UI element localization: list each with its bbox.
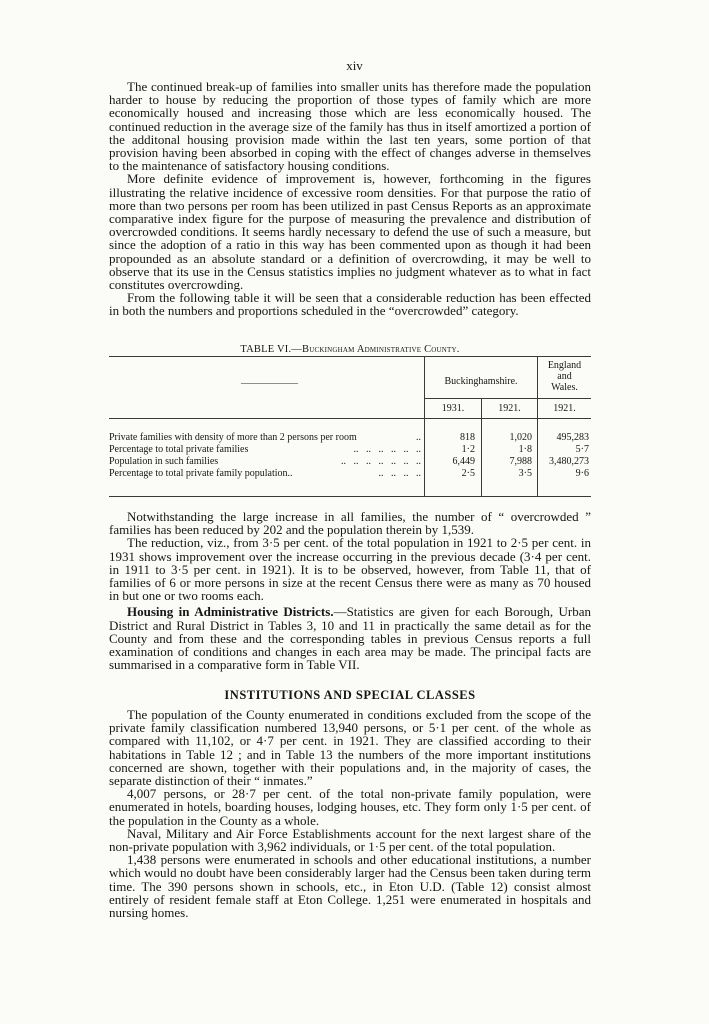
paragraph: The continued break-up of families into smaller units has therefore made the population harder to house by reducing the proportion of those types of family which are more economically housed and increasing those which are less economically housed. The continued reduction in the average size of the family has thus in itself amortized a portion of the additonal housing provision made within the last ten years, some portion of that provision having been absorbed in coping with the effect of changes adverse in themselves to the maintenance of satisfactory housing conditions.	[109, 79, 591, 174]
table-top-rule	[109, 356, 591, 357]
table-cell: 818	[460, 432, 475, 443]
table-caption	[109, 344, 591, 355]
housing-paragraph	[109, 605, 591, 671]
table-caption-title: Buckingham Administrative County.	[302, 344, 460, 355]
buckinghamshire-header: Buckinghamshire.	[444, 376, 518, 387]
header-line: England	[547, 360, 582, 371]
paragraph: More definite evidence of improvement is, however, forthcoming in the figures illustrating the relative incidence of excessive room densities. For that purpose the ratio of more than two persons per room has been utilized in past Census Reports as an approximate comparative index figure for the purpose of measuring the prevalence and distribution of overcrowded conditions. It seems hardly necessary to defend the use of such a measure, but since the adoption of a ratio in this way has been commented upon as though it had been propounded as an absolute standard or a definition of overcrowding, it may be well to observe that its use in the Census statistics implies no judgment whatever as to what in fact constitutes overcrowding.	[109, 171, 591, 293]
table-row-leader: .. .. .. .. .. .. ..	[341, 456, 421, 467]
table-row-label: Private families with density of more than 2 persons per room	[109, 432, 357, 443]
section-heading: INSTITUTIONS AND SPECIAL CLASSES	[224, 688, 476, 702]
year-header-1931: 1931.	[441, 403, 465, 414]
table-row-label: Percentage to total private families	[109, 444, 249, 455]
paragraph: Naval, Military and Air Force Establishments account for the next largest share of the non-private population with 3,962 individuals, or 1·5 per cent. of the total population.	[109, 825, 591, 855]
table-cell: 495,283	[556, 432, 589, 443]
paragraph: From the following table it will be seen that a considerable reduction has been effected in both the numbers and proportions scheduled in the “overcrowded” category.	[109, 290, 591, 319]
paragraph: Notwithstanding the large increase in all families, the number of “ overcrowded ” families has been reduced by 202 and the population therein by 1,539.	[109, 509, 591, 538]
table-row-leader: .. .. .. .. .. ..	[353, 444, 421, 455]
table-cell: 1·2	[461, 444, 475, 455]
housing-run-in-heading: Housing in Administrative Districts.	[127, 604, 334, 620]
table-blank-header: ———————	[241, 378, 297, 388]
table-cell: 6,449	[452, 456, 475, 467]
paragraph: 1,438 persons were enumerated in schools and other educational institutions, a number which would no doubt have been considerably larger had the Census been taken during term time. The 390 persons shown in schools, etc., in Eton U.D. (Table 12) consist almost entirely of resident female staff at Eton College. 1,251 were enumerated in hospitals and nursing homes.	[109, 852, 591, 921]
paragraph: 4,007 persons, or 28·7 per cent. of the total non-private family population, were enumerated in hotels, boarding houses, lodging houses, etc. They form only 1·5 per cent. of the population in the County as a whole.	[109, 786, 591, 828]
paragraph: The reduction, viz., from 3·5 per cent. of the total population in 1921 to 2·5 per cent. in 1931 shows improvement over the increase occurring in the previous decade (3·4 per cent. in 1911 to 3·5 per cent. in 1921). It is to be observed, however, from Table 11, that of families of 6 or more persons in size at the recent Census there were as many as 70 housed in but one or two rooms each.	[109, 535, 591, 604]
table-cell: 1,020	[509, 432, 532, 443]
institutions-text-block	[109, 708, 591, 919]
table-bottom-rule	[109, 496, 591, 497]
middle-text-block	[109, 510, 591, 671]
page-number: xiv	[346, 58, 363, 73]
table-head-bottom-rule	[109, 418, 591, 419]
table-cell: 3·5	[518, 468, 532, 479]
intro-text-block	[109, 80, 591, 318]
table-row-leader: ..	[416, 432, 421, 443]
table-cell: 1·8	[518, 444, 532, 455]
table-cell: 2·5	[461, 468, 475, 479]
year-header-1921: 1921.	[498, 403, 521, 414]
england-wales-header	[538, 360, 591, 393]
header-line: Wales.	[551, 382, 578, 393]
housing-body: —Statistics are given for each Borough, Urban District and Rural District in Tables 3, 10 and 11 in practically the same detail as for the County and from these and the corresponding tables in previous Census reports a full examination of conditions and changes in each area may be made. The principal facts are summarised in a comparative form in Table VII.	[109, 604, 591, 673]
table-row-label: Population in such families	[109, 456, 219, 467]
table-header-rule	[424, 398, 591, 399]
year-header-ew-1921: 1921.	[553, 403, 576, 414]
table-cell: 9·6	[575, 468, 589, 479]
table-cell: 5·7	[575, 444, 589, 455]
header-line: and	[557, 371, 572, 382]
table-cell: 3,480,273	[549, 456, 589, 467]
table-row-label: Percentage to total private family population..	[109, 468, 293, 479]
paragraph: The population of the County enumerated in conditions excluded from the scope of the private family classification numbered 13,940 persons, or 5·1 per cent. of the whole as compared with 11,102, or 4·7 per cent. in 1921. They are classified according to their habitations in Table 12 ; and in Table 13 the numbers of the more important institutions concerned are shown, together with their populations and, in the majority of cases, the separate distinction of their “ inmates.”	[109, 707, 591, 789]
table-row-leader: .. .. .. ..	[378, 468, 421, 479]
table-caption-prefix: TABLE VI.—	[240, 344, 303, 355]
table-cell: 7,988	[509, 456, 532, 467]
